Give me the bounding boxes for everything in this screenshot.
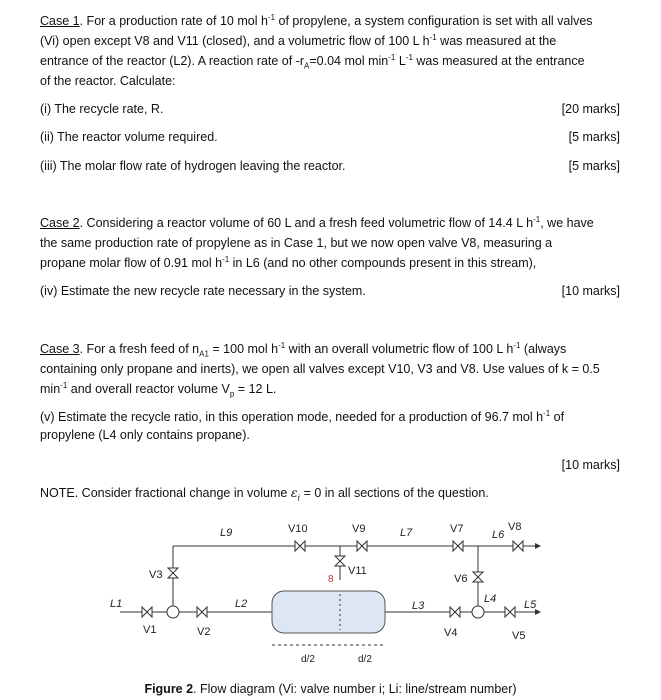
sub: A1 [199,349,209,359]
valve-v3 [168,568,178,578]
case2-line1 [40,214,620,232]
case1-line4: of the reactor. Calculate: [40,74,176,88]
text: of [550,410,565,424]
caption-bold: Figure 2 [144,682,194,696]
text: (ii) The reactor volume required. [40,130,218,144]
text: (iv) Estimate the new recycle rate necessary in the system. [40,284,366,298]
label-v9: V9 [352,523,366,535]
sup: -1 [267,12,276,22]
label-v10: V10 [288,523,308,535]
case3-heading: Case 3 [40,342,80,356]
label-l2: L2 [235,598,248,610]
sup: -1 [429,32,437,42]
case2-heading: Case 2 [40,216,80,230]
sub: i [297,493,301,503]
label-l6: L6 [492,529,505,541]
valve-v7 [453,541,463,551]
valve-v8 [513,541,523,551]
marks-ii: [5 marks] [568,130,620,144]
text: of propylene, a system configuration is set with all valves [275,14,593,28]
sub: A [304,61,310,71]
valve-v11 [335,556,345,566]
case1-line1 [40,12,620,30]
text: was measured at the [436,34,557,48]
question-iv [40,282,620,300]
text: entrance of the reactor (L2). A reaction rate of -r [40,54,305,68]
question-i [40,100,620,118]
text: = 0 in all sections of the question. [300,486,489,500]
valve-v9 [357,541,367,551]
label-v6: V6 [454,573,468,585]
label-l5: L5 [524,599,537,611]
label-sample-point: 8 [328,574,334,585]
text: =0.04 mol min [309,54,389,68]
text: , we have [540,216,594,230]
marks-i: [20 marks] [561,102,620,116]
flow-diagram [100,512,560,672]
label-l4: L4 [484,593,497,605]
case2-line2: the same production rate of propylene as in Case 1, but we now open valve V8, measuring a [40,236,553,250]
marks-iv: [10 marks] [561,284,620,298]
valve-v1 [142,607,152,617]
splitter-right [472,606,484,618]
label-v4: V4 [444,627,458,639]
label-l9: L9 [220,527,233,539]
marks-v: [10 marks] [561,458,620,472]
label-v2: V2 [197,626,211,638]
text: (i) The recycle rate, R. [40,102,164,116]
sup: -1 [388,52,396,62]
valve-v5 [505,607,515,617]
text: . For a production rate of 10 mol h [79,14,268,28]
label-l7: L7 [400,527,413,539]
text: min [40,382,61,396]
text: propane molar flow of 0.91 mol h [40,256,223,270]
text: . Considering a reactor volume of 60 L and a fresh feed volumetric flow of 14.4 L h [79,216,534,230]
marks-v-row [40,456,620,474]
sub: p [229,389,235,399]
text: = 12 L. [234,382,277,396]
valve-v4 [450,607,460,617]
question-v-line1 [40,408,620,426]
note [40,484,620,502]
label-half2: d/2 [358,654,372,665]
text: = 100 mol h [208,342,279,356]
text: . For a fresh feed of n [79,342,200,356]
question-iii [40,157,620,175]
valve-v2 [197,607,207,617]
sup: -1 [513,340,521,350]
sup: -1 [543,408,551,418]
label-v11: V11 [348,565,367,577]
sup: -1 [222,254,230,264]
text: L [395,54,406,68]
case3-line2: containing only propane and inerts), we open all valves except V10, V3 and V8. Use values of k = 0.5 [40,362,600,376]
case1-line3 [40,52,620,70]
label-v3: V3 [149,569,163,581]
sup: -1 [533,214,541,224]
case3-line3 [40,380,620,398]
question-v-line2: propylene (L4 only contains propane). [40,428,250,442]
valve-v10 [295,541,305,551]
text: with an overall volumetric flow of 100 L h [285,342,514,356]
label-half1: d/2 [301,654,315,665]
caption-rest: . Flow diagram (Vi: valve number i; Li: line/stream number) [193,682,517,696]
epsilon: ε [290,485,298,500]
label-v5: V5 [512,630,526,642]
text: NOTE. Consider fractional change in volume [40,486,291,500]
text: in L6 (and no other compounds present in this stream), [229,256,537,270]
label-v7: V7 [450,523,464,535]
text: (always [520,342,567,356]
sup: -1 [60,380,68,390]
text: was measured at the entrance [412,54,585,68]
label-v1: V1 [143,624,157,636]
mixer-left [167,606,179,618]
sup: -1 [278,340,286,350]
question-ii [40,128,620,146]
text: (Vi) open except V8 and V11 (closed), and a volumetric flow of 100 L h [40,34,430,48]
reactor [272,591,385,633]
marks-iii: [5 marks] [568,159,620,173]
label-l1: L1 [110,598,123,610]
valve-v6 [473,572,483,582]
label-l3: L3 [412,600,425,612]
figure-caption [0,682,661,696]
text: and overall reactor volume V [67,382,230,396]
case2-line3 [40,254,620,272]
case1-line2 [40,32,620,50]
text: (iii) The molar flow rate of hydrogen leaving the reactor. [40,159,346,173]
case3-line1 [40,340,620,358]
case1-heading: Case 1 [40,14,80,28]
sup: -1 [405,52,413,62]
text: (v) Estimate the recycle ratio, in this operation mode, needed for a production of 96.7 mol h [40,410,544,424]
label-v8: V8 [508,521,522,533]
